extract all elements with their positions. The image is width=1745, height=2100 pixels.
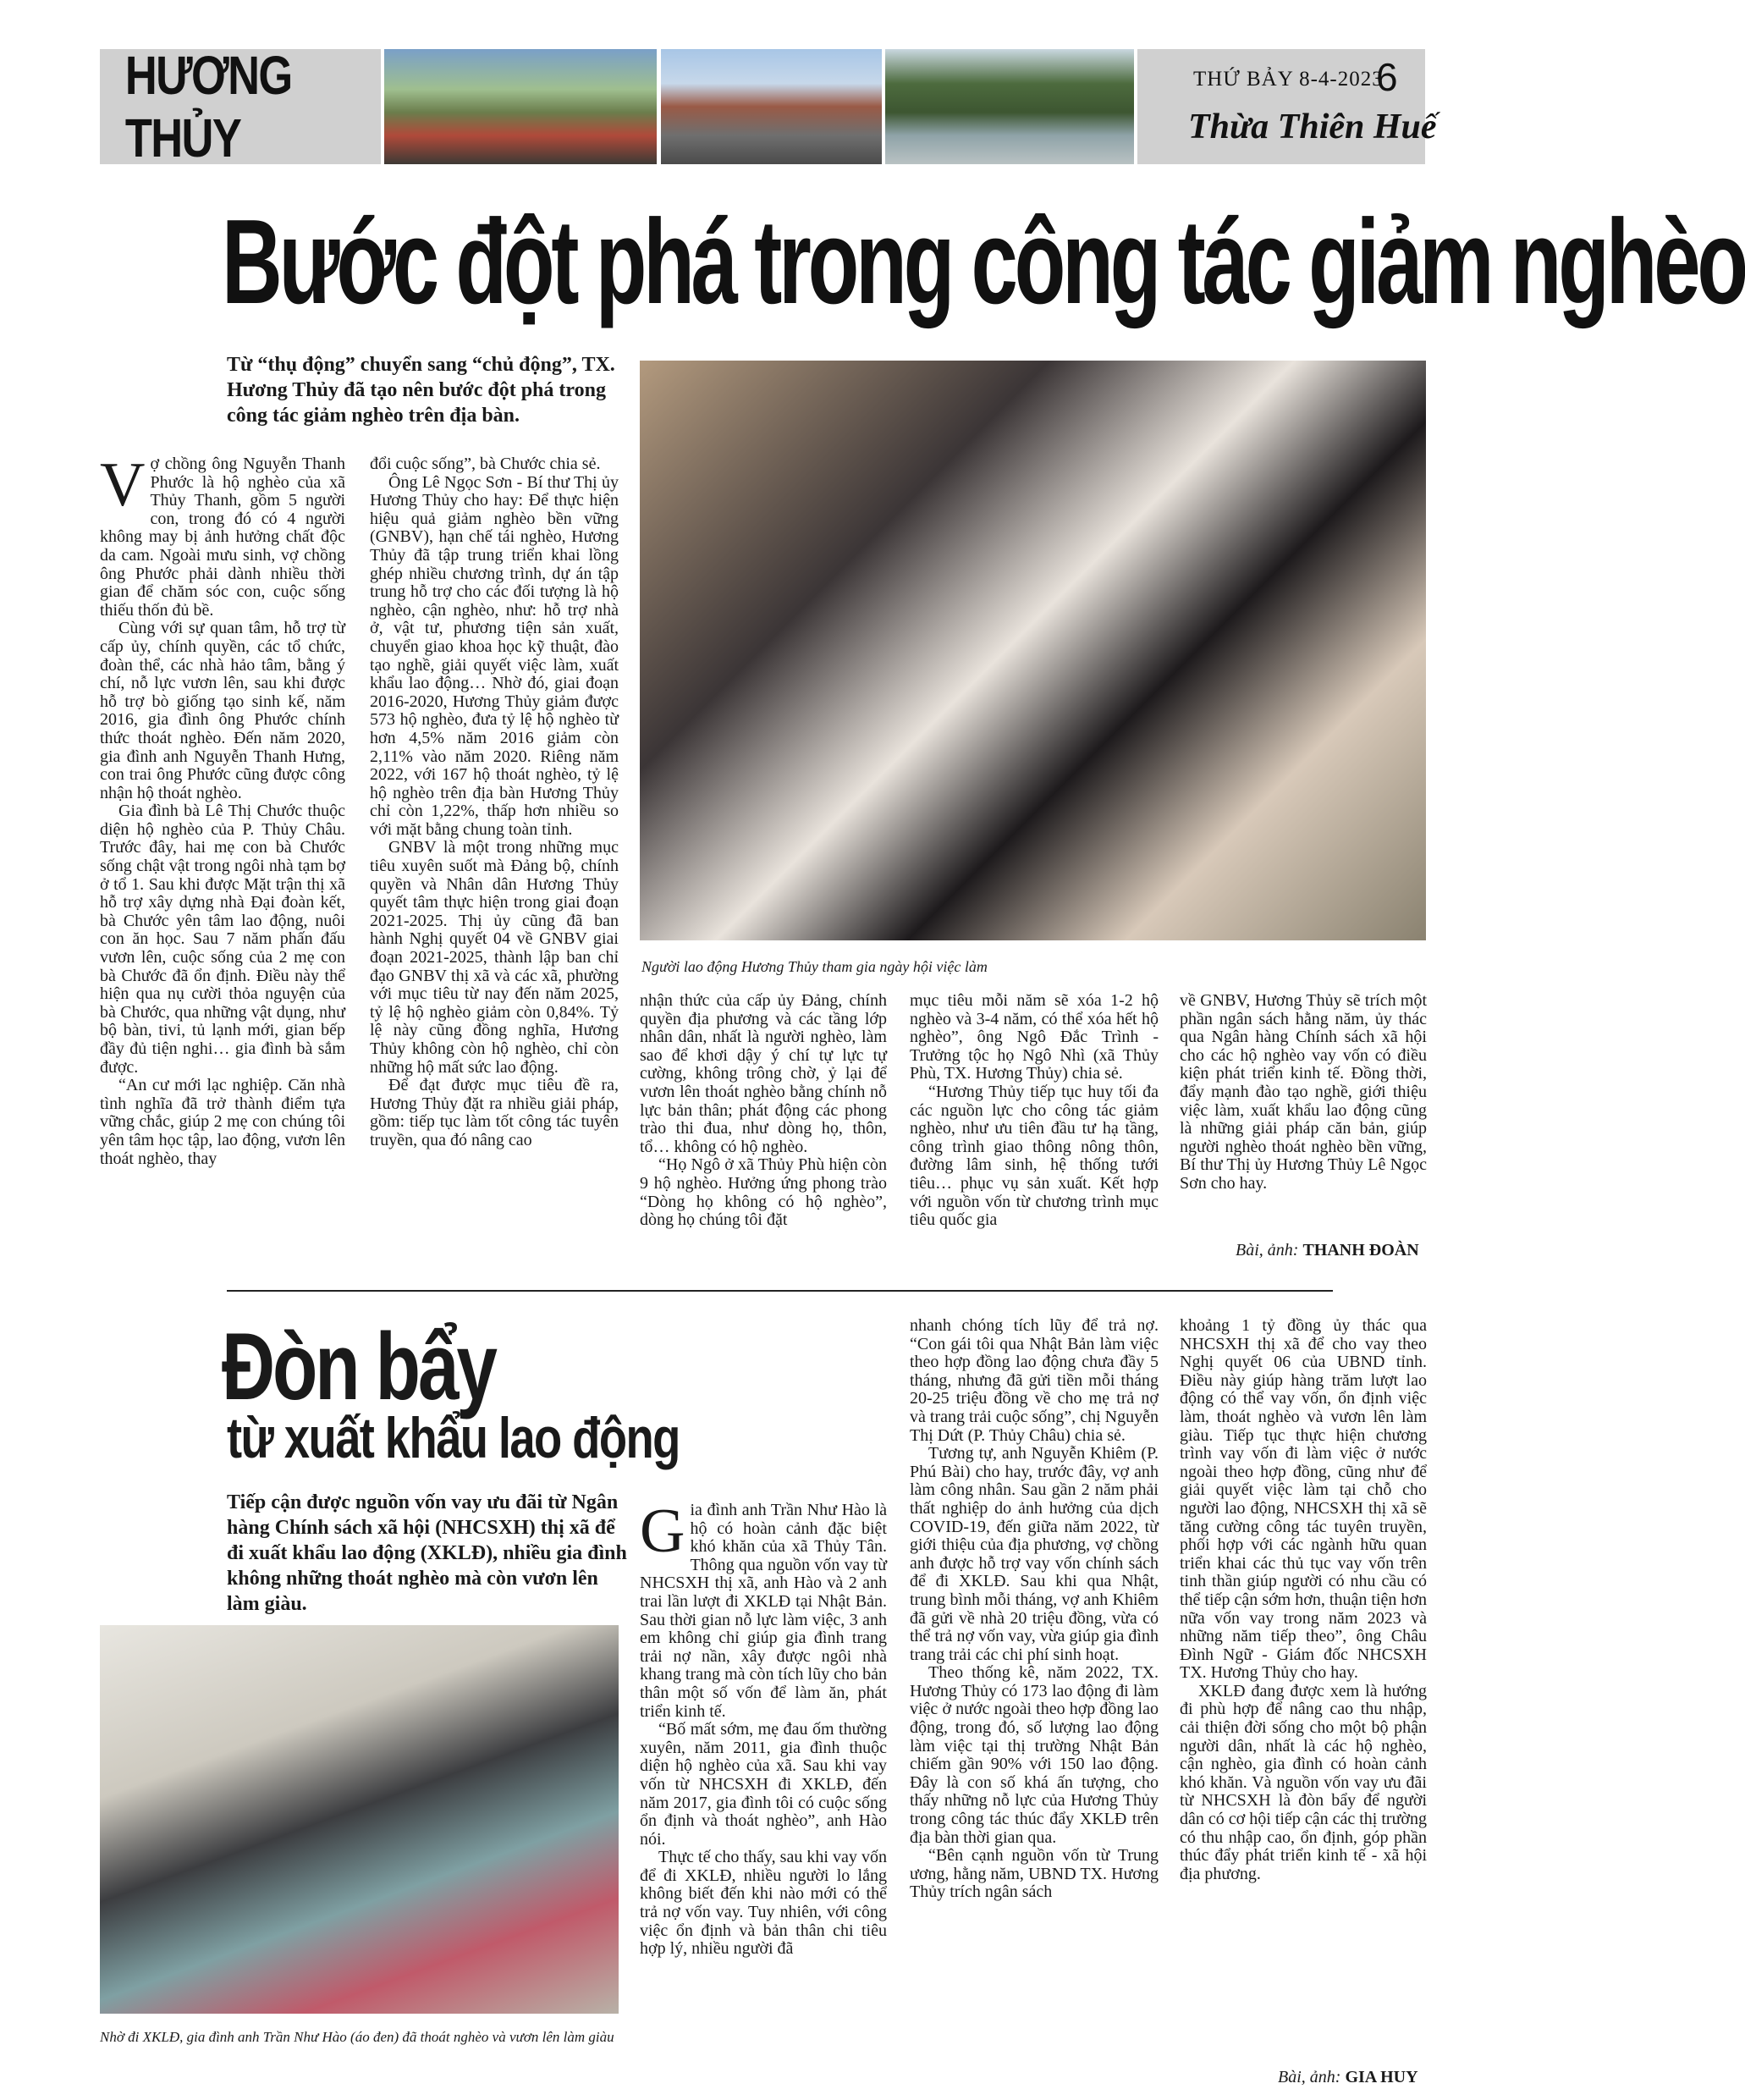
article1-column-4 — [910, 992, 1159, 1230]
section-banner — [100, 45, 381, 168]
article1-column-3 — [640, 992, 887, 1230]
byline-author: GIA HUY — [1345, 2068, 1418, 2086]
paragraph: về GNBV, Hương Thủy sẽ trích một phần ngân sách hằng năm, ủy thác qua Ngân hàng Chính sách xã hội cho các hộ nghèo vay vốn có điều kiện phát triển kinh tế. Đồng thời, đẩy mạnh đào tạo nghề, giới thiệu việc làm, xuất khẩu lao động cũng là những giải pháp căn bản, giúp người nghèo thoát nghèo bền vững, Bí thư Thị ủy Hương Thủy Lê Ngọc Sơn cho hay. — [1180, 991, 1427, 1193]
paragraph: ợ chồng ông Nguyễn Thanh Phước là hộ nghèo của xã Thủy Thanh, gồm 5 người con, trong đó có 4 người không may bị ảnh hưởng chất độc da cam. Ngoài mưu sinh, vợ chồng ông Phước phải dành nhiều thời gian để chăm sóc con, cuộc sống thiếu thốn đủ bề. — [100, 455, 345, 620]
byline-label: Bài, ảnh: — [1278, 2068, 1341, 2086]
newspaper-name: Thừa Thiên Huế — [1188, 107, 1437, 146]
paragraph: “An cư mới lạc nghiệp. Căn nhà tình nghĩa đã trở thành điểm tựa vững chắc, giúp 2 mẹ con chúng tôi yên tâm học tập, lao động, vươn lên thoát nghèo, thay — [100, 1076, 345, 1168]
masthead-photo-town-gate — [661, 49, 882, 164]
article1-photo-job-fair — [640, 361, 1426, 940]
paragraph: nhanh chóng tích lũy để trả nợ. “Con gái tôi qua Nhật Bản làm việc theo hợp đồng lao động chưa đầy 5 tháng, nhưng đã gửi tiền mỗi tháng 20-25 triệu đồng về cho mẹ trả nợ và trang trải cuộc sống”, chị Nguyễn Thị Dứt (P. Thủy Châu) chia sẻ. — [910, 1316, 1159, 1445]
article1-sapo: Từ “thụ động” chuyển sang “chủ động”, TX. Hương Thủy đã tạo nên bước đột phá trong công tác giảm nghèo trên địa bàn. — [227, 354, 615, 427]
paragraph: “Hương Thủy tiếp tục huy tối đa các nguồn lực cho công tác giảm nghèo, như ưu tiên đầu tư hạ tầng, công trình giao thông nông thôn, đường lâm sinh, hệ thống tưới tiêu… phục vụ sản xuất. Kết hợp với nguồn vốn từ chương trình mục tiêu quốc gia — [910, 1082, 1159, 1230]
paragraph: ia đình anh Trần Như Hào là hộ có hoàn cảnh đặc biệt khó khăn của xã Thủy Tân. Thông qua nguồn vốn vay từ NHCSXH thị xã, anh Hào và 2 anh trai lần lượt đi XKLĐ tại Nhật Bản. Sau thời gian nỗ lực làm việc, 3 anh em không chỉ giúp gia đình trang trải nợ nần, xây được ngôi nhà khang trang mà còn tích lũy cho bản thân một số vốn để làm ăn, phát triển kinh tế. — [640, 1501, 887, 1721]
paragraph: Tương tự, anh Nguyễn Khiêm (P. Phú Bài) cho hay, trước đây, vợ anh làm công nhân. Sau gần 2 năm phải thất nghiệp do ảnh hưởng của dịch COVID-19, đến giữa năm 2022, từ giới thiệu của địa phương, vợ chồng anh được hỗ trợ vay vốn chính sách để đi XKLĐ. Sau khi qua Nhật, trung bình mỗi tháng, vợ anh Khiêm đã gửi về nhà 20 triệu đồng, vừa có thể trả nợ vốn vay, vừa giúp gia đình trang trải các chi phí sinh hoạt. — [910, 1444, 1159, 1664]
article1-dropcap: V — [100, 450, 146, 520]
paragraph: đổi cuộc sống”, bà Chước chia sẻ. — [370, 455, 601, 473]
paragraph: mục tiêu mỗi năm sẽ xóa 1-2 hộ nghèo và 3-4 năm, có thể xóa hết hộ nghèo”, ông Ngô Đắc Trình - Trưởng tộc họ Ngô Nhì (xã Thủy Phù, TX. Hương Thủy) chia sẻ. — [910, 991, 1159, 1083]
section-title: HƯƠNG THỦY — [124, 45, 292, 168]
paragraph: nhận thức của cấp ủy Đảng, chính quyền địa phương và các tầng lớp nhân dân, nhất là người nghèo, làm sao để khơi dậy ý chí tự lực tự cường, không trông chờ, ỷ lại để vươn lên thoát nghèo bằng chính nỗ lực bản thân; phát động các phong trào thi đua, như dòng họ, thôn, tổ… không có hộ nghèo. — [640, 991, 887, 1156]
article2-photo-caption: Nhờ đi XKLĐ, gia đình anh Trần Như Hào (áo đen) đã thoát nghèo và vươn lên làm giàu — [100, 2029, 614, 2045]
article1-column-2 — [370, 455, 619, 1150]
paragraph: “Họ Ngô ở xã Thủy Phù hiện còn 9 hộ nghèo. Hưởng ứng phong trào “Dòng họ không có hộ nghèo”, dòng họ chúng tôi đặt — [640, 1155, 887, 1230]
article2-headline-line1: Đòn bẩy — [222, 1314, 495, 1419]
paragraph: khoảng 1 tỷ đồng ủy thác qua NHCSXH thị xã để cho vay theo Nghị quyết 06 của UBND tỉnh. Điều này giúp hàng trăm lượt lao động có thể vay vốn, ổn định việc làm, thoát nghèo và vươn lên làm giàu. Tiếp tục thực hiện chương trình vay vốn đi làm việc ở nước ngoài theo hợp đồng, cũng như để giải quyết việc làm tại chỗ cho người lao động, NHCSXH thị xã sẽ tăng cường công tác tuyên truyền, phối hợp với các ngành hữu quan triển khai các thủ tục vay vốn trên tinh thần giúp người có nhu cầu có thể tiếp cận sớm hơn, thuận tiện hơn nữa vốn vay trong năm 2023 và những năm tiếp theo”, ông Châu Đình Ngữ - Giám đốc NHCSXH TX. Hương Thủy cho hay. — [1180, 1316, 1427, 1683]
paragraph: GNBV là một trong những mục tiêu xuyên suốt mà Đảng bộ, chính quyền và Nhân dân Hương Thủy quyết tâm thực hiện trong giai đoạn 2021-2025. Thị ủy cũng đã ban hành Nghị quyết 04 về GNBV giai đoạn 2021-2025, thành lập ban chỉ đạo GNBV thị xã và các xã, phường với mục tiêu từ nay đến năm 2025, tỷ lệ hộ nghèo giảm còn 0,84%. Tỷ lệ này cũng đồng nghĩa, Hương Thủy không còn hộ nghèo, chỉ còn những hộ mất sức lao động. — [370, 838, 619, 1077]
masthead-photo-bridge-festival — [384, 49, 657, 164]
article2-photo-family — [100, 1625, 619, 2014]
paragraph: XKLĐ đang được xem là hướng đi phù hợp để nâng cao thu nhập, cải thiện đời sống cho một bộ phận người dân, nhất là các hộ nghèo, cận nghèo, gia đình có hoàn cảnh khó khăn. Và nguồn vốn vay ưu đãi từ NHCSXH là đòn bẩy để người dân có cơ hội tiếp cận các thị trường có thu nhập cao, ổn định, góp phần thúc đẩy phát triển kinh tế - xã hội địa phương. — [1180, 1681, 1427, 1883]
article2-column-1 — [640, 1496, 887, 1959]
paragraph: Thực tế cho thấy, sau khi vay vốn để đi XKLĐ, nhiều người lo lắng không biết đến khi nào mới có thể trả nợ vốn vay. Tuy nhiên, với công việc ổn định và bản thân chi tiêu hợp lý, nhiều người đã — [640, 1848, 887, 1959]
article2-headline-line2: từ xuất khẩu lao động — [227, 1406, 680, 1470]
article2-sapo: Tiếp cận được nguồn vốn vay ưu đãi từ Ngân hàng Chính sách xã hội (NHCSXH) thị xã để đi xuất khẩu lao động (XKLĐ), nhiều gia đình không những thoát nghèo mà còn vươn lên làm giàu. — [227, 1491, 627, 1615]
article-divider — [227, 1290, 1333, 1292]
masthead-photo-river — [885, 49, 1134, 164]
article1-column-5 — [1180, 992, 1427, 1193]
byline-label: Bài, ảnh: — [1236, 1241, 1299, 1259]
article1-photo-caption: Người lao động Hương Thủy tham gia ngày hội việc làm — [641, 958, 988, 975]
page-number: 6 — [1376, 55, 1398, 99]
article1-byline — [1236, 1241, 1419, 1260]
paragraph: Cùng với sự quan tâm, hỗ trợ từ cấp ủy, chính quyền, các tổ chức, đoàn thể, các nhà hảo tâm, bằng ý chí, nỗ lực vươn lên, sau khi được hỗ trợ bò giống tạo sinh kế, năm 2016, gia đình ông Phước chính thức thoát nghèo. Đến năm 2020, gia đình anh Nguyễn Thanh Hưng, con trai ông Phước cũng được công nhận hộ thoát nghèo. — [100, 619, 345, 802]
paragraph: Theo thống kê, năm 2022, TX. Hương Thủy có 173 lao động đi làm việc ở nước ngoài theo hợp đồng lao động, trong đó, số lượng lao động làm việc tại thị trường Nhật Bản chiếm gần 90% với 150 lao động. Đây là con số khá ấn tượng, cho thấy những nỗ lực của Hương Thủy trong công tác thúc đẩy XKLĐ trên địa bàn thời gian qua. — [910, 1663, 1159, 1847]
article2-byline — [1278, 2068, 1418, 2087]
byline-author: THANH ĐOÀN — [1302, 1241, 1419, 1259]
paragraph: Gia đình bà Lê Thị Chước thuộc diện hộ nghèo của P. Thủy Châu. Trước đây, hai mẹ con bà Chước sống chật vật trong ngôi nhà tạm bợ ở tổ 1. Sau khi được Mặt trận thị xã hỗ trợ xây dựng nhà Đại đoàn kết, bà Chước yên tâm lao động, nuôi con ăn học. Sau 7 năm phấn đấu vươn lên, cuộc sống của 2 mẹ con bà Chước đã ổn định. Điều này thể hiện qua nụ cười thỏa nguyện của bà Chước, qua những vật dụng, như bộ bàn, tivi, tủ lạnh mới, gian bếp đầy đủ tiện nghi… gia đình bà sắm được. — [100, 802, 345, 1077]
article2-column-3 — [1180, 1317, 1427, 1883]
paragraph: Để đạt được mục tiêu đề ra, Hương Thủy đặt ra nhiều giải pháp, gồm: tiếp tục làm tốt công tác tuyên truyền, qua đó nâng cao — [370, 1076, 619, 1149]
article2-column-2 — [910, 1317, 1159, 1902]
issue-date: THỨ BẢY 8-4-2023 — [1193, 68, 1384, 91]
article1-headline: Bước đột phá trong công tác giảm nghèo — [222, 195, 1745, 329]
article2-dropcap: G — [640, 1496, 685, 1566]
article1-column-1 — [100, 450, 345, 1168]
paragraph: Ông Lê Ngọc Sơn - Bí thư Thị ủy Hương Thủy cho hay: Để thực hiện hiệu quả giảm nghèo bền vững (GNBV), hạn chế tái nghèo, Hương Thủy đã tập trung triển khai lồng ghép nhiều chương trình, dự án tập trung hỗ trợ cho các đối tượng là hộ nghèo, cận nghèo, như: hỗ trợ nhà ở, vật tư, phương tiện sản xuất, chuyển giao khoa học kỹ thuật, đào tạo nghề, giải quyết việc làm, xuất khẩu lao động… Nhờ đó, giai đoạn 2016-2020, Hương Thủy giảm được 573 hộ nghèo, đưa tỷ lệ hộ nghèo từ hơn 4,5% năm 2016 giảm còn 2,11% vào năm 2020. Riêng năm 2022, với 167 hộ thoát nghèo, tỷ lệ hộ nghèo trên địa bàn Hương Thủy chỉ còn 1,22%, thấp hơn nhiều so với mặt bằng chung toàn tỉnh. — [370, 472, 619, 839]
paragraph: “Bố mất sớm, mẹ đau ốm thường xuyên, năm 2011, gia đình thuộc diện hộ nghèo của xã. Sau khi vay vốn từ NHCSXH đi XKLĐ, đến năm 2017, gia đình tôi có cuộc sống ổn định và thoát nghèo”, anh Hào nói. — [640, 1720, 887, 1849]
paragraph: “Bên cạnh nguồn vốn từ Trung ương, hằng năm, UBND TX. Hương Thủy trích ngân sách — [910, 1846, 1159, 1902]
